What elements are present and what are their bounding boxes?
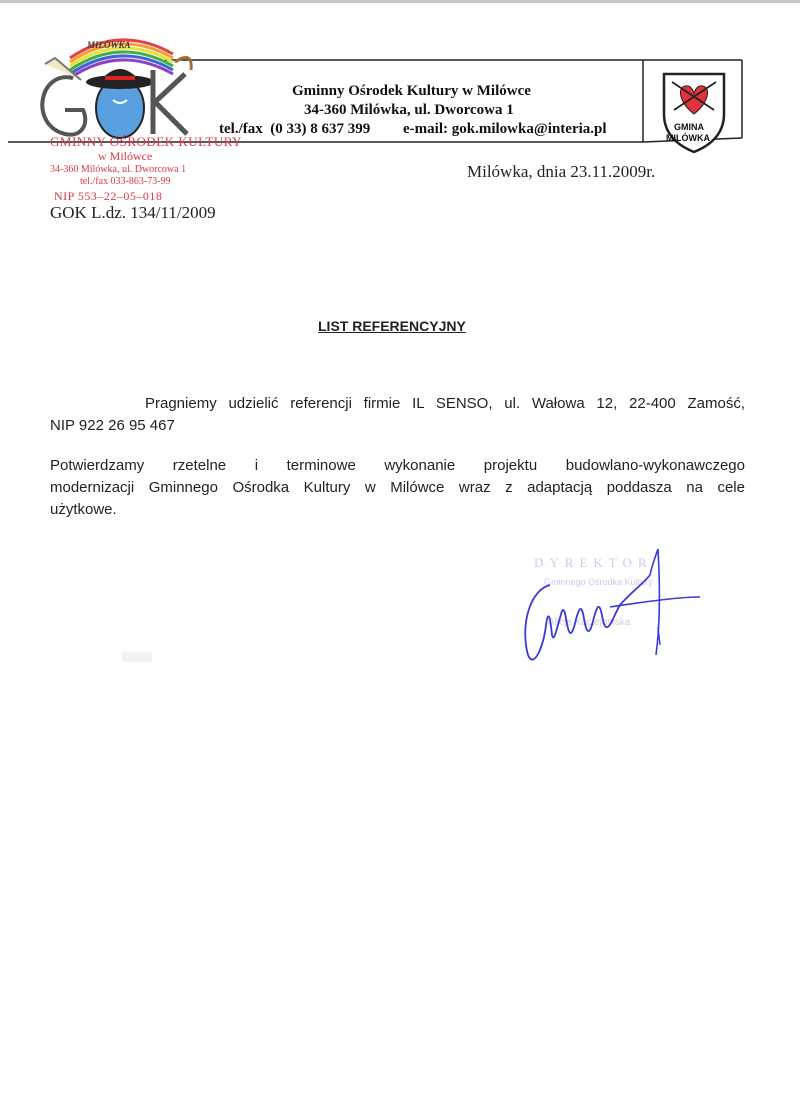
faint-mark: [122, 652, 152, 662]
reference-number: GOK L.dz. 134/11/2009: [50, 203, 216, 222]
stamp-line-5: NIP 553–22–05–018: [54, 189, 163, 203]
org-email: e-mail: gok.milowka@interia.pl: [403, 121, 607, 137]
document-title: LIST REFERENCYJNY: [318, 318, 466, 334]
org-address: 34-360 Milówka, ul. Dworcowa 1: [304, 102, 514, 118]
paragraph-2-line-1: Potwierdzamy rzetelne i terminowe wykonanie projektu budowlano-wykonawczego: [50, 457, 745, 474]
gmina-crest: [652, 70, 736, 156]
stamp-line-3: 34-360 Milówka, ul. Dworcowa 1: [50, 164, 187, 175]
crest-shield-icon: [652, 70, 736, 156]
paragraph-2-line-2: modernizacji Gminnego Ośrodka Kultury w Milówce wraz z adaptacją poddasza na cele: [50, 479, 745, 496]
company-stamp: [40, 132, 243, 207]
crest-text-line1: GMINA: [674, 122, 704, 132]
signature-stamp-line-1: DYREKTOR: [534, 555, 653, 570]
stamp-line-4: tel./fax 033-863-73-99: [80, 176, 171, 187]
signature-stamp-line-2: Gminnego Ośrodka Kultury: [544, 577, 653, 587]
logo-arc-text: MILÓWKA: [87, 40, 131, 50]
crest-text-line2: MILÓWKA: [666, 133, 710, 143]
handwritten-signature: [510, 545, 730, 675]
paragraph-1-line-2: NIP 922 26 95 467: [50, 417, 175, 434]
date-line: Milówka, dnia 23.11.2009r.: [467, 162, 656, 181]
paragraph-2-line-3: użytkowe.: [50, 501, 117, 518]
signature-stamp-line-3: Alicja Kaciejowska: [548, 617, 631, 628]
stamp-line-1: GMINNY OŚRODEK KULTURY: [50, 134, 243, 149]
paragraph-1-line-1: Pragniemy udzielić referencji firmie IL SENSO, ul. Wałowa 12, 22-400 Zamość,: [145, 395, 745, 412]
logo-letters: [25, 30, 27, 31]
org-name: Gminny Ośrodek Kultury w Milówce: [292, 83, 531, 99]
stamp-line-2: w Milówce: [98, 149, 153, 163]
gok-logo: [25, 30, 205, 140]
org-phone: tel./fax (0 33) 8 637 399: [219, 121, 371, 137]
